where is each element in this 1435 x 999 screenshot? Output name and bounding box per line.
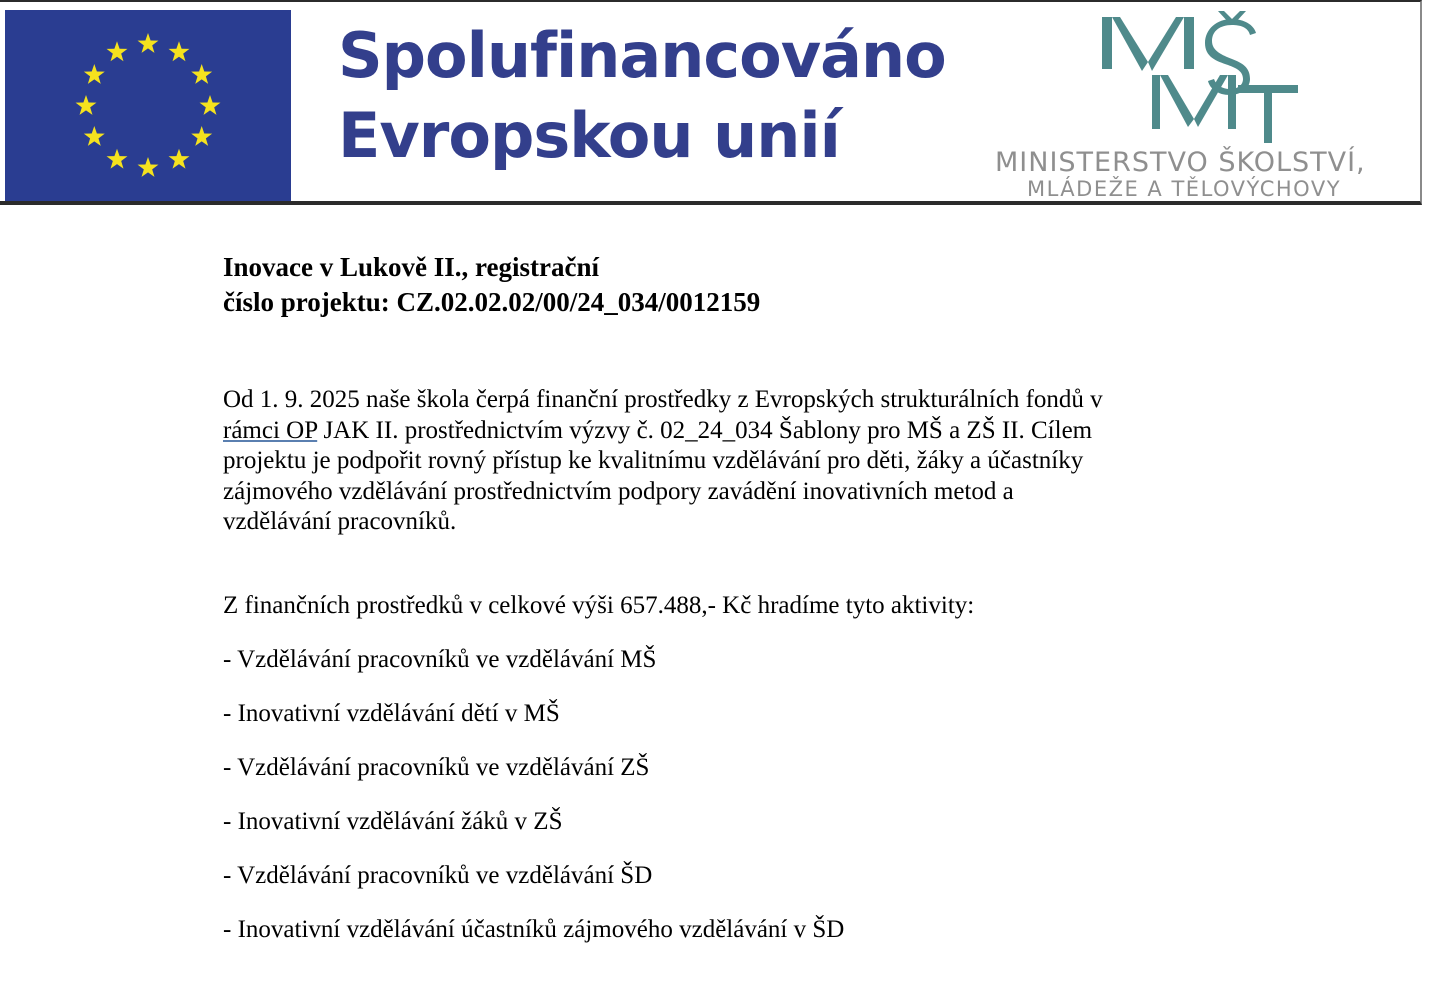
eu-star-icon	[107, 149, 128, 169]
intro-text-end: JAK II. prostřednictvím výzvy č. 02_24_034 Šablony pro MŠ a ZŠ II. Cílem projektu je podpořit rovný přístup ke kvalitnímu vzdělávání pro děti, žáky a účastníky zájmového vzdělávání prostřednictvím podpory zavádění inovativních metod a vzdělávání pracovníků.	[223, 416, 1093, 535]
op-jak-link[interactable]: rámci OP	[223, 416, 318, 444]
msmt-monogram	[1090, 7, 1310, 147]
eu-star-icon	[169, 149, 190, 169]
document-body	[223, 250, 1123, 969]
ministry-name-line-2: MLÁDEŽE A TĚLOVÝCHOVY	[1027, 177, 1342, 201]
eu-flag-icon	[5, 10, 291, 201]
eu-star-icon	[138, 33, 159, 53]
activity-item: - Vzdělávání pracovníků ve vzdělávání ŠD	[223, 861, 653, 889]
ministry-logo-icon	[1090, 7, 1310, 147]
eu-star-icon	[191, 126, 212, 146]
eu-star-icon	[84, 64, 105, 84]
ministry-name-line-1: MINISTERSTVO ŠKOLSTVÍ,	[995, 147, 1366, 178]
eu-flag-stars	[5, 10, 291, 201]
project-title-line-1: Inovace v Lukově II., registrační	[223, 252, 599, 282]
eu-star-icon	[191, 64, 212, 84]
activity-item: - Vzdělávání pracovníků ve vzdělávání ZŠ	[223, 753, 650, 781]
project-title	[223, 250, 1123, 320]
funding-sentence: Z finančních prostředků v celkové výši 657.488,- Kč hradíme tyto aktivity:	[223, 591, 975, 619]
project-title-line-2: číslo projektu: CZ.02.02.02/00/24_034/0012159	[223, 287, 761, 317]
activity-item: - Inovativní vzdělávání účastníků zájmového vzdělávání v ŠD	[223, 915, 845, 943]
eu-star-icon	[76, 95, 97, 115]
eu-star-icon	[169, 41, 190, 61]
cofunding-text	[338, 16, 946, 176]
eu-star-icon	[138, 157, 159, 177]
activity-list	[223, 645, 1123, 945]
activity-item: - Inovativní vzdělávání žáků v ZŠ	[223, 807, 563, 835]
activity-item: - Inovativní vzdělávání dětí v MŠ	[223, 699, 560, 727]
cofunding-banner	[0, 0, 1422, 205]
intro-paragraph	[223, 385, 1113, 538]
cofunding-line-1: Spolufinancováno	[338, 19, 946, 92]
cofunding-line-2: Evropskou unií	[338, 99, 840, 172]
ministry-name	[995, 148, 1405, 201]
eu-star-icon	[84, 126, 105, 146]
eu-star-icon	[107, 41, 128, 61]
activity-item: - Vzdělávání pracovníků ve vzdělávání MŠ	[223, 645, 657, 673]
intro-text-start: Od 1. 9. 2025 naše škola čerpá finanční prostředky z Evropských strukturálních fondů v	[223, 386, 1103, 413]
eu-star-icon	[200, 95, 221, 115]
